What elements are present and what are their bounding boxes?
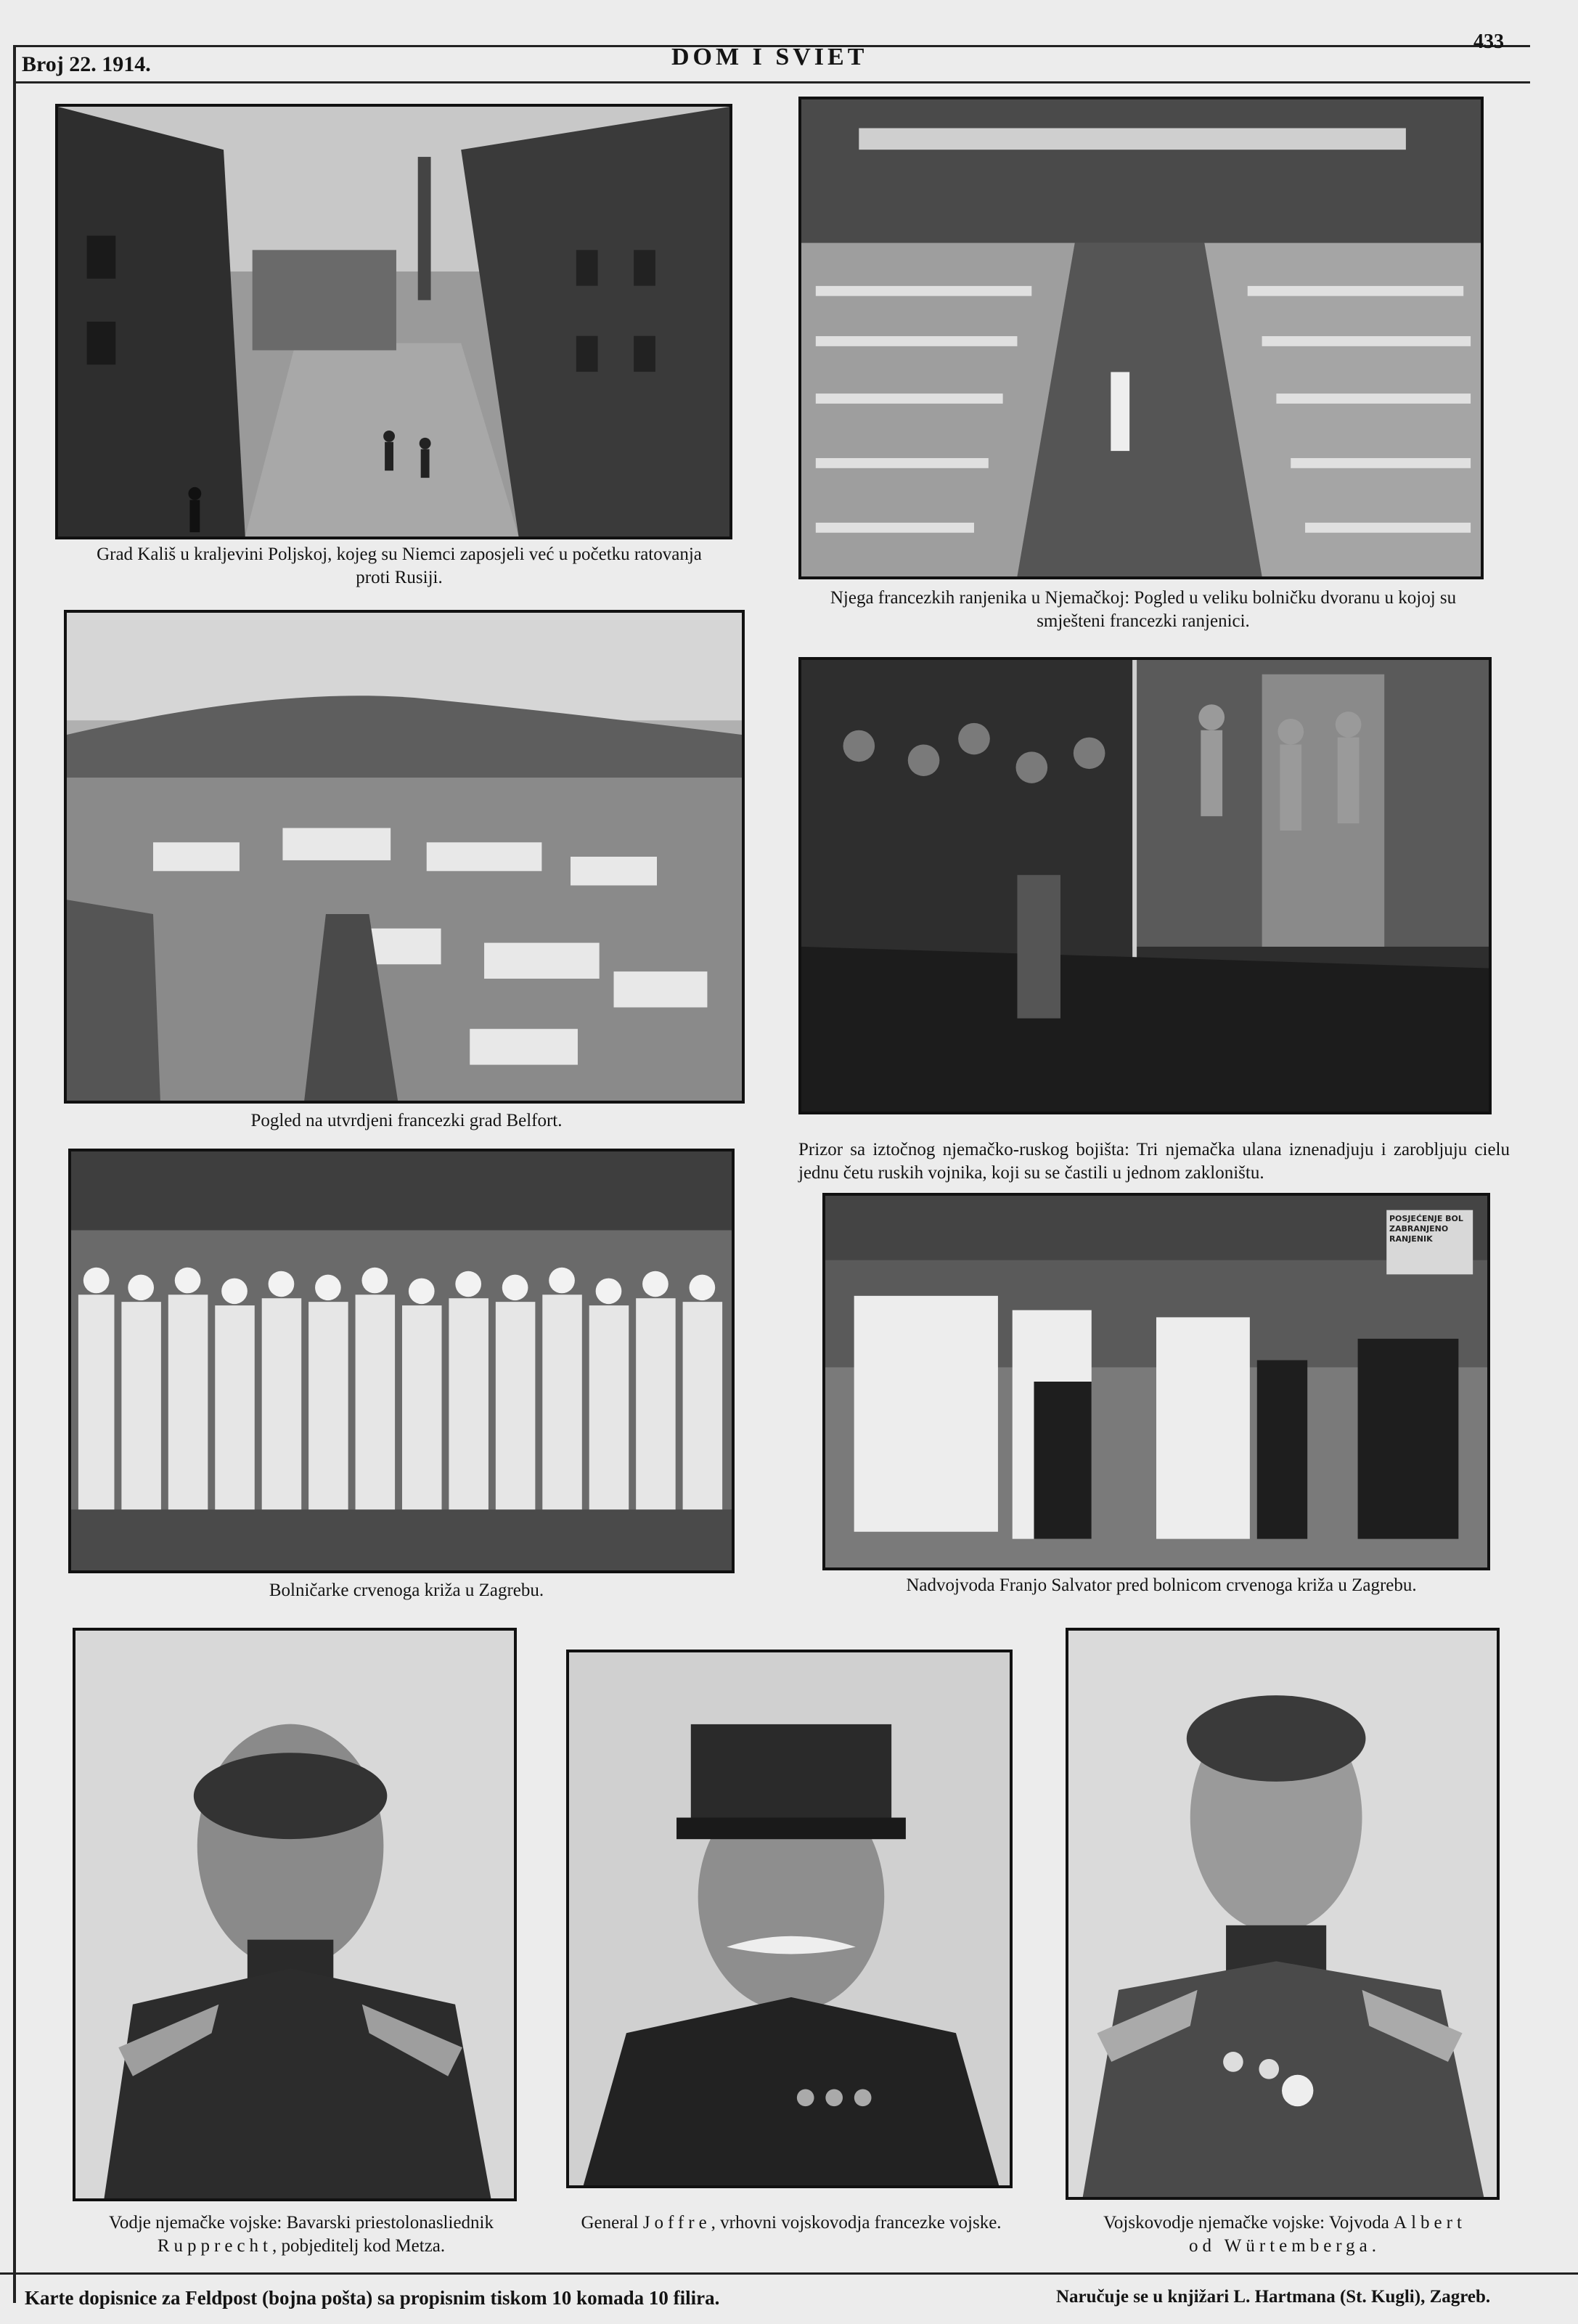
caption-albert-a: Vojskovodje njemačke vojske: Vojvoda: [1103, 2213, 1389, 2233]
caption-albert-name: Albert: [1394, 2213, 1466, 2233]
footer-right-notice: Naručuje se u knjižari L. Hartmana (St. Kugli), Zagreb.: [1056, 2287, 1491, 2307]
sign-line-2: ZABRANJENO RANJENIK: [1389, 1224, 1449, 1244]
hospital-sign: [1389, 1214, 1473, 1244]
caption-joffre-b: , vrhovni vojskovodja francezke vojske.: [711, 2213, 1002, 2233]
caption-albert-b: od Würtemberga.: [1188, 2236, 1381, 2256]
caption-joffre-a: General: [581, 2213, 639, 2233]
photo-joffre-portrait: [566, 1650, 1013, 2188]
photo-franjo-salvator: [822, 1193, 1490, 1570]
caption-joffre: [559, 2211, 1023, 2235]
caption-rupprecht-b: , pobjeditelj kod Metza.: [272, 2236, 446, 2256]
caption-hospital-ward: Njega francezkih ranjenika u Njemačkoj: Pogled u veliku bolničku dvoranu u kojoj su smješteni francezki ranjenici.: [830, 588, 1457, 631]
caption-rupprecht-name: Rupprecht: [157, 2236, 272, 2256]
caption-franjo-salvator: Nadvojvoda Franjo Salvator pred bolnicom crvenoga križa u Zagrebu.: [906, 1575, 1417, 1595]
photo-belfort: [64, 610, 745, 1104]
caption-rupprecht: [69, 2211, 534, 2258]
caption-uhlan-scene: Prizor sa iztočnog njemačko-ruskog bojišta: Tri njemačka ulana iznenadjuju i zarobljuju cielu jednu četu ruskih vojnika, koji su se častili u jednom zakloništu.: [798, 1140, 1510, 1183]
page-number: 433: [1473, 30, 1504, 53]
sign-line-1: POSJEĆENJE BOL: [1389, 1214, 1463, 1223]
caption-belfort: Pogled na utvrdjeni francezki grad Belfort.: [250, 1111, 563, 1130]
photo-hospital-ward: [798, 97, 1484, 579]
issue-number: Broj 22. 1914.: [22, 52, 151, 76]
caption-rupprecht-a: Vodje njemačke vojske: Bavarski priestolonasliednik: [109, 2213, 494, 2233]
photo-uhlan-scene: [798, 657, 1492, 1114]
masthead-title: DOM I SVIET: [671, 44, 868, 70]
header-rule: [13, 81, 1530, 83]
footer-rule: [0, 2272, 1578, 2275]
photo-kalis-street: [55, 104, 732, 539]
caption-joffre-name: Joffre: [642, 2213, 711, 2233]
photo-albert-portrait: [1066, 1628, 1500, 2200]
footer-left-notice: Karte dopisnice za Feldpost (bojna pošta) sa propisnim tiskom 10 komada 10 filira.: [25, 2287, 720, 2309]
caption-red-cross-nurses: Bolničarke crvenoga križa u Zagrebu.: [269, 1581, 544, 1600]
photo-red-cross-nurses: [68, 1149, 735, 1573]
caption-albert: [1045, 2211, 1524, 2258]
photo-rupprecht-portrait: [73, 1628, 517, 2201]
caption-kalis: Grad Kališ u kraljevini Poljskoj, kojeg su Niemci zaposjeli već u početku ratovanja proti Rusiji.: [97, 545, 702, 587]
